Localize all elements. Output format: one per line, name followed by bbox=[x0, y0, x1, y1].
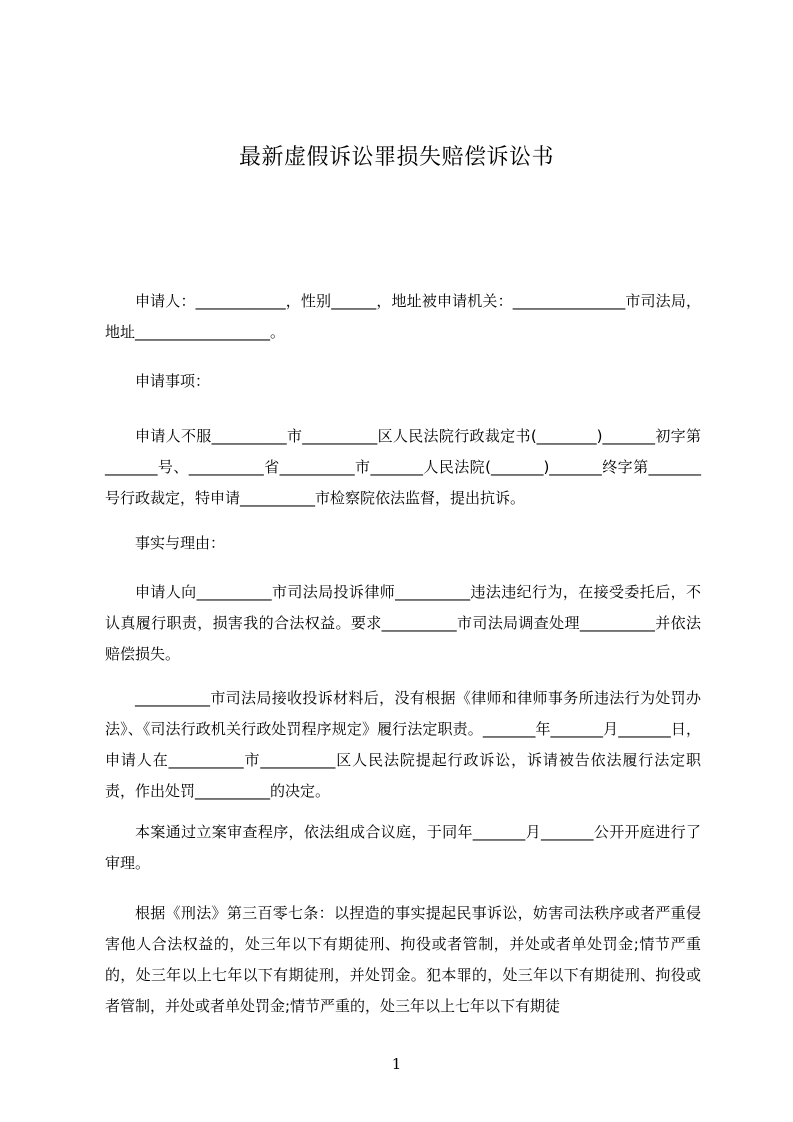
facts-heading: 事实与理由： bbox=[135, 534, 226, 552]
page-number: 1 bbox=[391, 1055, 402, 1073]
items-heading: 申请事项： bbox=[135, 372, 211, 390]
applicant-paragraph: 申请人：____________，性别______，地址被申请机关：_______________市司法局，地址__________________。 bbox=[105, 292, 701, 341]
fact-paragraph-4: 根据《刑法》第三百零七条：以捏造的事实提起民事诉讼，妨害司法秩序或者严重侵害他人合法权益的，处三年以下有期徒刑、拘役或者管制，并处或者单处罚金;情节严重的，处三年以上七年以下有期徒刑，并处罚金。犯本罪的，处三年以下有期徒刑、拘役或者管制，并处或者单处罚金;情节严重的，处三年以上七年以下有期徒 bbox=[105, 904, 701, 1015]
fact-paragraph-2: __________市司法局接收投诉材料后，没有根据《律师和律师事务所违法行为处罚办法》、《司法行政机关行政处罚程序规定》履行法定职责。_______年_______月_______日，申请人在__________市__________区人民法院提起行政诉讼，诉请被告依法履行法定职责，作出处罚__________的决定。 bbox=[105, 689, 701, 800]
fact-paragraph-1: 申请人向__________市司法局投诉律师__________违法违纪行为，在接受委托后，不认真履行职责，损害我的合法权益。要求__________市司法局调查处理__________并依法赔偿损失。 bbox=[105, 583, 701, 663]
items-paragraph: 申请人不服__________市__________区人民法院行政裁定书(________)_______初字第_______号、__________省__________市_______人民法院(_______)_______终字第_______号行政裁定，特申请__________市检察院依法监督，提出抗诉。 bbox=[105, 427, 701, 507]
document-title: 最新虚假诉讼罪损失赔偿诉讼书 bbox=[238, 145, 554, 170]
fact-paragraph-3: 本案通过立案审查程序，依法组成合议庭，于同年_______月_______公开开庭进行了审理。 bbox=[105, 823, 701, 872]
